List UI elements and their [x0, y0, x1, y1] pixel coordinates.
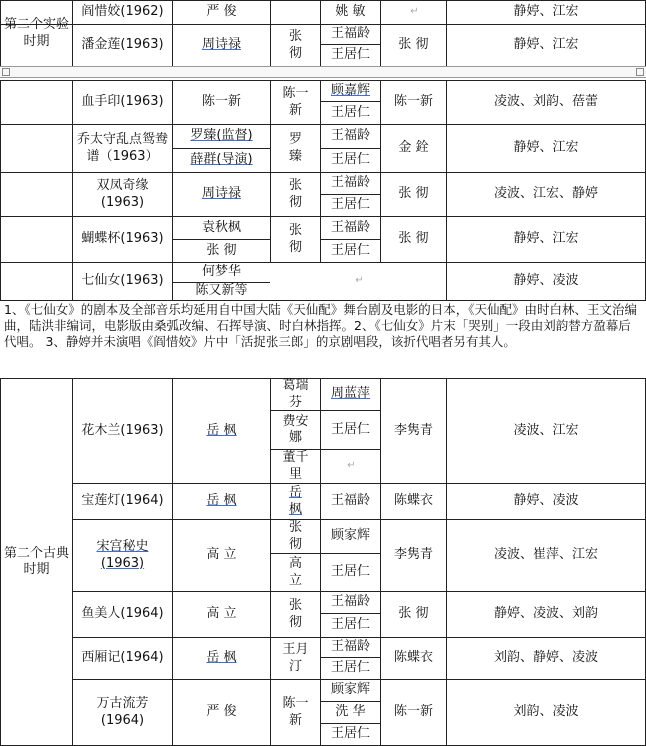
- film-title: 潘金莲(1963): [81, 37, 164, 53]
- writer-name: 陈一新: [282, 86, 309, 118]
- cast-cell: [321, 484, 380, 519]
- film-title: 宝莲灯(1964): [81, 493, 164, 509]
- director-cell: [173, 240, 270, 262]
- cast-name: 顾家辉: [330, 682, 370, 698]
- cast-name: 洗 华: [335, 704, 366, 720]
- composer-cell: [381, 484, 446, 519]
- cast-cell: [321, 702, 380, 723]
- film-title: 阎惜姣(1962): [81, 4, 164, 20]
- film-title: 花木兰(1963): [81, 422, 164, 438]
- writer-cell: [271, 173, 320, 216]
- cast-name: 王福龄: [330, 26, 370, 42]
- cast-cell: [321, 520, 380, 553]
- singers-cell: [447, 1, 645, 24]
- composer-cell: [381, 25, 446, 66]
- cast-cell: [321, 1, 380, 24]
- director-cell: [173, 217, 270, 239]
- singers-cell: [447, 680, 645, 745]
- composer-name: 陈蝶衣: [393, 493, 433, 509]
- footnote-text: 1、《七仙女》的剧本及全部音乐均延用自中国大陆《天仙配》舞台剧及电影的日本，《天仙配》由时白林、王文治编曲，陆洪非编词，电影版由桑弧改编、石挥导演、时白林指挥。2、《七仙女》片末「哭别」一段由刘韵替方盈幕后代唱。 3、静婷并未演唱《阎惜姣》片中「活捉张三郎」的京剧唱段，该折代唱者另有其人。: [4, 302, 637, 349]
- writer-name: 张彻: [288, 520, 302, 552]
- director-cell: [173, 592, 270, 637]
- writer-name: 罗臻: [288, 132, 302, 164]
- cast-cell: [321, 658, 380, 679]
- singers-text: 静婷、江宏: [513, 4, 579, 20]
- film-title: 万古流芳(1964): [96, 696, 149, 728]
- cast-name: 王居仁: [330, 47, 370, 63]
- composer-cell: [381, 125, 446, 172]
- director-cell: [173, 173, 270, 216]
- return-mark: ↵: [355, 275, 364, 287]
- writer-name: 张彻: [288, 178, 302, 210]
- director-name: 薛群(导演): [190, 152, 253, 168]
- director-name: 袁秋枫: [201, 219, 241, 235]
- director-cell: [173, 81, 270, 124]
- cast-name: 王福龄: [330, 493, 370, 509]
- director-name: 周诗禄: [201, 186, 241, 202]
- film-title: 宋宫秘史(1963): [96, 539, 149, 571]
- composer-cell: [381, 638, 446, 679]
- singers-text: 刘韵、静婷、凌波: [493, 650, 598, 666]
- writer-cell: [271, 520, 320, 553]
- cast-name: 王居仁: [330, 726, 370, 742]
- writer-cell: [271, 638, 320, 679]
- cast-name: 王福龄: [330, 128, 370, 144]
- composer-cell: [381, 520, 446, 591]
- director-name: 岳 枫: [206, 650, 237, 666]
- cast-cell: [321, 240, 380, 262]
- composer-name: 张 彻: [398, 37, 429, 53]
- singers-cell: [447, 638, 645, 679]
- singers-cell: [447, 379, 645, 483]
- director-cell: [173, 125, 270, 148]
- director-cell: [173, 149, 270, 172]
- director-name: 陈又新等: [195, 283, 248, 299]
- cast-name: 王福龄: [330, 594, 370, 610]
- cast-name: 王居仁: [330, 152, 370, 168]
- director-name: 何梦华: [201, 264, 241, 280]
- cast-name: 王福龄: [330, 175, 370, 191]
- singers-text: 刘韵、凌波: [513, 704, 579, 720]
- cast-cell: [321, 195, 380, 216]
- director-name: 罗臻(监督): [190, 128, 253, 144]
- composer-name: 陈一新: [393, 704, 433, 720]
- table-handle-icon[interactable]: [636, 68, 644, 76]
- table-row: [73, 484, 172, 519]
- writer-cell: [271, 81, 320, 124]
- writer-cell: [271, 217, 320, 262]
- writer-cell: [271, 680, 320, 745]
- cast-name: 王居仁: [330, 660, 370, 676]
- period-label: 第二个古典时期: [3, 545, 69, 577]
- composer-name: 张 彻: [398, 186, 429, 202]
- cast-name: 顾家辉: [330, 528, 370, 544]
- director-name: 周诗禄: [201, 37, 241, 53]
- table-row: [73, 217, 172, 262]
- cast-cell: [321, 614, 380, 637]
- director-cell: [173, 25, 270, 66]
- writer-name: 高立: [288, 556, 302, 588]
- cast-cell: [321, 411, 380, 449]
- director-cell: [173, 520, 270, 591]
- writer-name: 陈一新: [282, 696, 309, 728]
- table-row: [73, 263, 172, 300]
- table-handle-icon[interactable]: [2, 68, 10, 76]
- cast-name: 周蓝萍: [330, 386, 370, 402]
- singers-text: 凌波、江宏: [513, 422, 579, 438]
- director-cell: [173, 680, 270, 745]
- empty-cell: [271, 263, 446, 300]
- cast-cell: [321, 25, 380, 44]
- singers-text: 静婷、凌波: [513, 493, 579, 509]
- composer-name: 李隽青: [393, 422, 433, 438]
- director-cell: [173, 1, 270, 24]
- cast-cell: [321, 724, 380, 745]
- cast-name: 王福龄: [330, 219, 370, 235]
- cast-name: 王居仁: [330, 104, 370, 120]
- composer-cell: [381, 217, 446, 262]
- writer-cell: [271, 411, 320, 449]
- cast-cell: [321, 125, 380, 148]
- composer-name: 李隽青: [393, 547, 433, 563]
- composer-name: 金 銓: [398, 140, 429, 156]
- film-title: 蝴蝶杯(1963): [81, 231, 164, 247]
- cast-cell: [321, 173, 380, 194]
- singers-text: 静婷、凌波、刘韵: [493, 606, 598, 622]
- director-name: 严 俊: [206, 704, 237, 720]
- cast-cell: [321, 592, 380, 613]
- singers-cell: [447, 484, 645, 519]
- singers-cell: [447, 263, 645, 300]
- composer-name: 张 彻: [398, 606, 429, 622]
- director-name: 严 俊: [206, 4, 237, 20]
- singers-cell: [447, 592, 645, 637]
- period-cell: [1, 379, 72, 745]
- composer-cell: [381, 173, 446, 216]
- cast-name: 顾嘉辉: [330, 82, 370, 98]
- singers-cell: [447, 81, 645, 124]
- singers-cell: [447, 173, 645, 216]
- director-cell: [173, 263, 270, 282]
- director-cell: [173, 638, 270, 679]
- table-row: [73, 81, 172, 124]
- singers-text: 静婷、江宏: [513, 140, 579, 156]
- director-name: 高 立: [206, 606, 237, 622]
- director-cell: [173, 283, 270, 300]
- writer-cell: [271, 554, 320, 591]
- singers-text: 凌波、刘韵、蓓蕾: [493, 94, 598, 110]
- return-mark: ↵: [410, 6, 419, 18]
- singers-text: 静婷、江宏: [513, 37, 579, 53]
- cast-cell: [321, 217, 380, 239]
- cast-cell: [321, 638, 380, 657]
- writer-cell: [271, 484, 320, 519]
- cast-cell: [321, 149, 380, 172]
- writer-cell: [271, 450, 320, 483]
- film-title: 七仙女(1963): [81, 273, 164, 289]
- director-name: 张 彻: [206, 242, 237, 258]
- composer-name: 陈蝶衣: [393, 650, 433, 666]
- writer-cell: [271, 592, 320, 637]
- cast-name: 王居仁: [330, 242, 370, 258]
- composer-cell: [381, 81, 446, 124]
- table-row: [73, 520, 172, 591]
- director-name: 岳 枫: [206, 493, 237, 509]
- table-row: [73, 592, 172, 637]
- director-name: 岳 枫: [206, 422, 237, 438]
- film-title: 乔太守乱点鸳鸯谱（1963）: [76, 132, 168, 164]
- page-break: [0, 66, 646, 78]
- singers-text: 静婷、江宏: [513, 231, 579, 247]
- cast-cell: [321, 81, 380, 101]
- film-title: 血手印(1963): [81, 94, 164, 110]
- cast-name: 王居仁: [330, 564, 370, 580]
- writer-name: 董千里: [282, 450, 309, 482]
- film-title: 鱼美人(1964): [81, 606, 164, 622]
- cast-cell: [321, 102, 380, 124]
- composer-name: 张 彻: [398, 231, 429, 247]
- cast-name: 王居仁: [330, 197, 370, 213]
- singers-cell: [447, 520, 645, 591]
- cast-name: 王居仁: [330, 421, 370, 437]
- writer-cell: [271, 25, 320, 66]
- period-label: 第二个实验时期: [3, 17, 69, 49]
- cast-cell: [321, 379, 380, 410]
- cast-name: 姚 敏: [335, 4, 366, 20]
- composer-cell: [381, 680, 446, 745]
- table-row: [73, 680, 172, 745]
- writer-name: 张彻: [288, 29, 302, 61]
- cast-cell: [321, 680, 380, 701]
- table-row: [73, 1, 172, 24]
- composer-cell: [381, 592, 446, 637]
- table-row: [73, 638, 172, 679]
- composer-cell: [381, 379, 446, 483]
- cast-cell: [321, 554, 380, 591]
- period-cell: [1, 1, 72, 66]
- writer-cell: [271, 379, 320, 410]
- table-row: [73, 379, 172, 483]
- writer-name: 葛瑞芬: [282, 378, 309, 410]
- writer-name: 张彻: [288, 223, 302, 255]
- singers-cell: [447, 125, 645, 172]
- writer-name: 岳枫: [288, 485, 302, 517]
- director-name: 陈一新: [201, 94, 241, 110]
- singers-cell: [447, 217, 645, 262]
- writer-name: 张彻: [288, 598, 302, 630]
- film-title: 西厢记(1964): [81, 650, 164, 666]
- singers-text: 凌波、崔萍、江宏: [493, 547, 598, 563]
- director-cell: [173, 484, 270, 519]
- table-row: [73, 173, 172, 216]
- footnote: [4, 302, 642, 350]
- director-cell: [173, 379, 270, 483]
- table-row: [73, 125, 172, 172]
- singers-cell: [447, 25, 645, 66]
- film-title: 双凤奇缘(1963): [96, 178, 149, 210]
- director-name: 高 立: [206, 547, 237, 563]
- singers-text: 静婷、凌波: [513, 273, 579, 289]
- return-mark: ↵: [347, 460, 356, 472]
- cast-name: 王福龄: [330, 639, 370, 655]
- writer-cell: [271, 125, 320, 172]
- cast-name: 王居仁: [330, 617, 370, 633]
- writer-name: 费安娜: [282, 413, 309, 445]
- writer-name: 王月汀: [282, 642, 309, 674]
- cast-cell: [321, 450, 380, 483]
- composer-cell: [381, 1, 446, 24]
- singers-text: 凌波、江宏、静婷: [493, 186, 598, 202]
- cast-cell: [321, 45, 380, 66]
- table-row: [73, 25, 172, 66]
- composer-name: 陈一新: [393, 94, 433, 110]
